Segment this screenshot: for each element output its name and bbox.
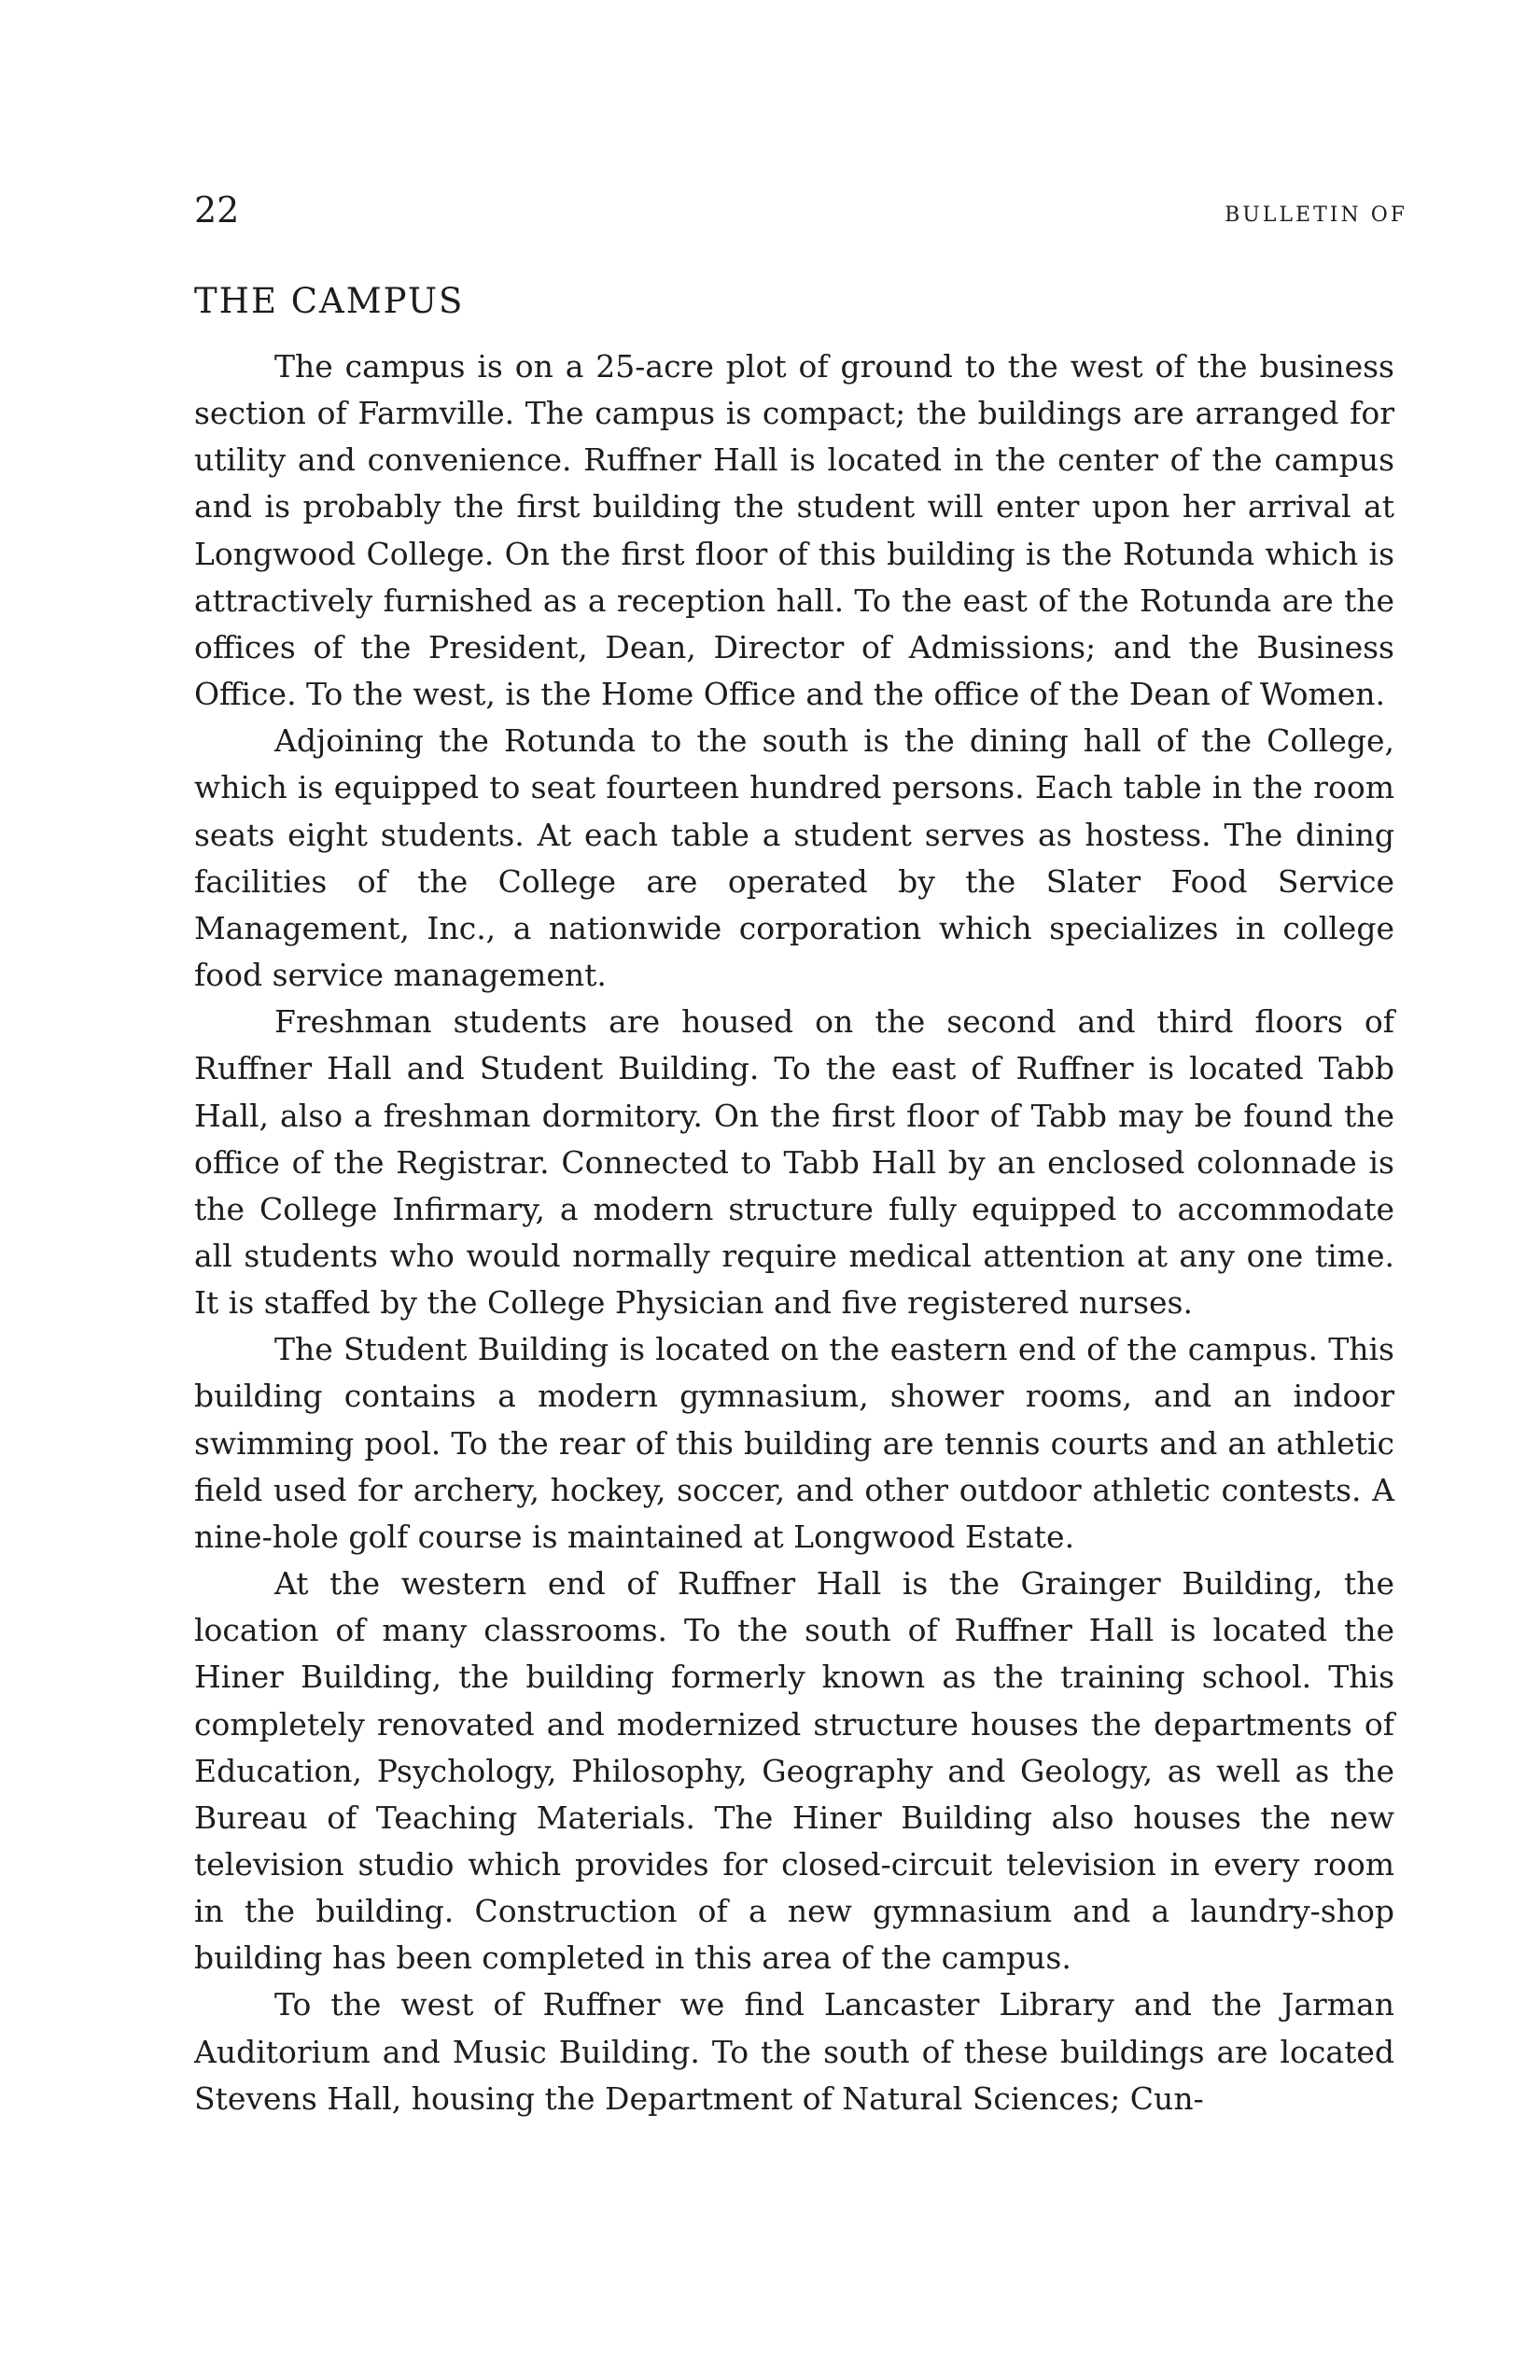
body-text xyxy=(194,343,1394,2122)
paragraph-grainger-hiner: At the western end of Ruffner Hall is the Grainger Building, the location of many classrooms. To the south of Ruffner Hall is located the Hiner Building, the building formerly known as the training school. This completely renovated and modernized structure houses the departments of Education, Psychology, Philosophy, Geography and Geology, as well as the Bureau of Teaching Materials. The Hiner Building also houses the new television studio which provides for closed-circuit television in every room in the building. Construction of a new gymnasium and a laundry-shop building has been completed in this area of the campus. xyxy=(194,1565,1394,1977)
paragraph-library-auditorium: To the west of Ruffner we find Lancaster Library and the Jarman Auditorium and Music Building. To the south of these buildings are located Stevens Hall, housing the Department of Natural Sciences; Cun- xyxy=(194,1986,1394,2117)
section-title: THE CAMPUS xyxy=(194,281,465,321)
paragraph-campus-overview: The campus is on a 25-acre plot of ground to the west of the business section of Farmville. The campus is compact; the buildings are arranged for utility and convenience. Ruffner Hall is located in the center of the campus and is probably the first building the student will enter upon her arrival at Longwood College. On the first floor of this building is the Rotunda which is attractively furnished as a reception hall. To the east of the Rotunda are the offices of the President, Dean, Director of Admissions; and the Business Office. To the west, is the Home Office and the office of the Dean of Women. xyxy=(194,348,1394,713)
page-number: 22 xyxy=(194,189,240,231)
paragraph-freshman-housing: Freshman students are housed on the second and third floors of Ruffner Hall and Student Building. To the east of Ruffner is located Tabb Hall, also a freshman dormitory. On the first floor of Tabb may be found the office of the Registrar. Connected to Tabb Hall by an enclosed colonnade is the College Infirmary, a modern structure fully equipped to accommodate all students who would normally require medical attention at any one time. It is staffed by the College Physician and five registered nurses. xyxy=(194,1003,1394,1322)
paragraph-dining-hall: Adjoining the Rotunda to the south is the dining hall of the College, which is equipped to seat fourteen hundred persons. Each table in the room seats eight students. At each table a student serves as hostess. The dining facilities of the College are operated by the Slater Food Service Management, Inc., a nationwide corporation which specializes in college food service management. xyxy=(194,722,1394,994)
page-header xyxy=(194,189,1407,245)
paragraph-student-building: The Student Building is located on the eastern end of the campus. This building contains a modern gymnasium, shower rooms, and an indoor swimming pool. To the rear of this building are tennis courts and an athletic field used for archery, hockey, soccer, and other outdoor athletic contests. A nine-hole golf course is maintained at Longwood Estate. xyxy=(194,1331,1394,1555)
running-head: BULLETIN OF xyxy=(1225,203,1407,227)
